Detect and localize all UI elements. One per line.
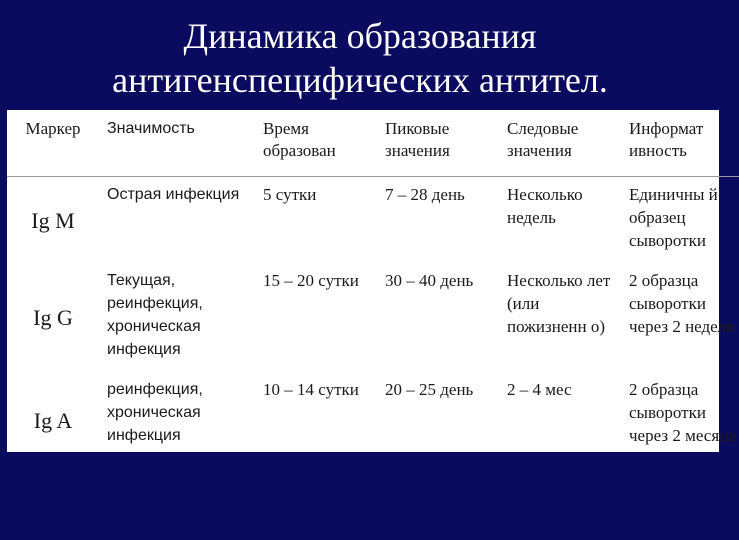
antibody-table xyxy=(7,110,736,452)
slide-title xyxy=(0,14,720,102)
cell-formation-time: 10 – 14 сутки xyxy=(263,380,359,399)
header-peak-values: Пиковые значения xyxy=(379,110,501,177)
table-header-row xyxy=(7,110,739,177)
header-significance: Значимость xyxy=(99,110,257,177)
header-marker: Маркер xyxy=(7,110,99,177)
table-row xyxy=(7,177,739,264)
cell-significance: реинфекция, хроническая инфекция xyxy=(107,381,203,444)
cell-marker: Ig M xyxy=(31,207,75,233)
header-formation-time: Время образован xyxy=(257,110,379,177)
table-row xyxy=(7,263,739,372)
cell-trace-values: Несколько лет (или пожизненн о) xyxy=(507,271,611,336)
cell-significance: Текущая, реинфекция, хроническая инфекция xyxy=(107,272,203,358)
cell-peak-values: 30 – 40 день xyxy=(385,271,474,290)
cell-formation-time: 15 – 20 сутки xyxy=(263,271,359,290)
title-line-1: Динамика образования xyxy=(183,16,537,56)
cell-trace-values: 2 – 4 мес xyxy=(507,380,572,399)
cell-formation-time: 5 сутки xyxy=(263,185,317,204)
cell-peak-values: 7 – 28 день xyxy=(385,185,465,204)
cell-informativeness: 2 образца сыворотки через 2 месяца xyxy=(629,380,736,445)
cell-marker: Ig G xyxy=(33,305,73,330)
table-row xyxy=(7,372,739,468)
header-informativeness: Информат ивность xyxy=(623,110,739,177)
title-line-2: антигенспецифических антител. xyxy=(112,60,608,100)
header-trace-values: Следовые значения xyxy=(501,110,623,177)
cell-informativeness: Единичны й образец сыворотки xyxy=(629,185,718,250)
cell-informativeness: 2 образца сыворотки через 2 недели xyxy=(629,271,736,336)
cell-peak-values: 20 – 25 день xyxy=(385,380,474,399)
cell-significance: Острая инфекция xyxy=(107,186,240,203)
data-table xyxy=(7,110,739,468)
cell-trace-values: Несколько недель xyxy=(507,185,583,227)
cell-marker: Ig A xyxy=(33,407,73,433)
